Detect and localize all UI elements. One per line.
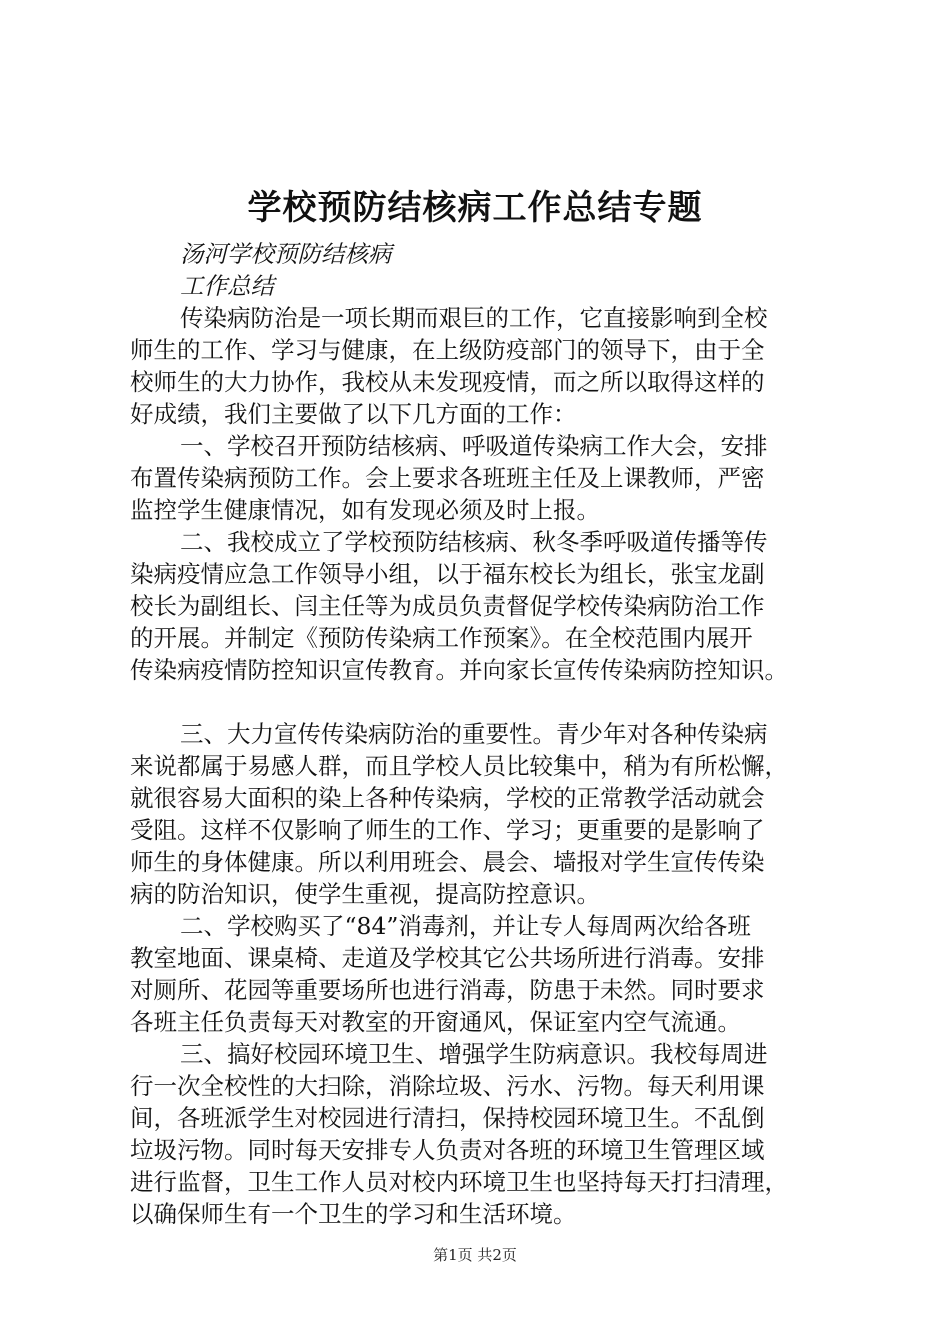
document-title: 学校预防结核病工作总结专题 <box>247 188 703 228</box>
paragraph-line: 各班主任负责每天对教室的开窗通风，保证室内空气流通。 <box>130 1008 741 1036</box>
subtitle-line-2: 工作总结 <box>180 272 274 300</box>
paragraph-line: 一、学校召开预防结核病、呼吸道传染病工作大会，安排 <box>180 432 768 460</box>
paragraph-line: 二、学校购买了“84”消毒剂，并让专人每周两次给各班 <box>180 912 751 940</box>
paragraph-line: 间，各班派学生对校园进行清扫，保持校园环境卫生。不乱倒 <box>130 1104 765 1132</box>
paragraph-line: 来说都属于易感人群，而且学校人员比较集中，稍为有所松懈， <box>130 752 788 780</box>
paragraph-line: 以确保师生有一个卫生的学习和生活环境。 <box>130 1200 577 1228</box>
paragraph-line: 病的防治知识，使学生重视，提高防控意识。 <box>130 880 600 908</box>
paragraph-line: 监控学生健康情况，如有发现必须及时上报。 <box>130 496 600 524</box>
page-footer: 第1页 共2页 <box>433 1246 517 1264</box>
paragraph-line: 校师生的大力协作，我校从未发现疫情，而之所以取得这样的 <box>130 368 765 396</box>
subtitle-line-1: 汤河学校预防结核病 <box>180 240 392 268</box>
paragraph-line: 师生的身体健康。所以利用班会、晨会、墙报对学生宣传传染 <box>130 848 765 876</box>
paragraph-line: 教室地面、课桌椅、走道及学校其它公共场所进行消毒。安排 <box>130 944 765 972</box>
paragraph-line: 染病疫情应急工作领导小组，以于福东校长为组长，张宝龙副 <box>130 560 765 588</box>
paragraph-line: 行一次全校性的大扫除，消除垃圾、污水、污物。每天利用课 <box>130 1072 765 1100</box>
paragraph-line: 师生的工作、学习与健康，在上级防疫部门的领导下，由于全 <box>130 336 765 364</box>
paragraph-line: 三、搞好校园环境卫生、增强学生防病意识。我校每周进 <box>180 1040 768 1068</box>
paragraph-line: 传染病防治是一项长期而艰巨的工作，它直接影响到全校 <box>180 304 768 332</box>
paragraph-line: 三、大力宣传传染病防治的重要性。青少年对各种传染病 <box>180 720 768 748</box>
paragraph-line: 的开展。并制定《预防传染病工作预案》。在全校范围内展开 <box>130 624 753 652</box>
paragraph-line: 校长为副组长、闫主任等为成员负责督促学校传染病防治工作 <box>130 592 765 620</box>
paragraph-line: 对厕所、花园等重要场所也进行消毒，防患于未然。同时要求 <box>130 976 765 1004</box>
paragraph-line: 就很容易大面积的染上各种传染病，学校的正常教学活动就会 <box>130 784 765 812</box>
paragraph-line: 二、我校成立了学校预防结核病、秋冬季呼吸道传播等传 <box>180 528 768 556</box>
paragraph-line: 进行监督，卫生工作人员对校内环境卫生也坚持每天打扫清理， <box>130 1168 788 1196</box>
paragraph-line: 传染病疫情防控知识宣传教育。并向家长宣传传染病防控知识。 <box>130 656 788 684</box>
paragraph-line: 垃圾污物。同时每天安排专人负责对各班的环境卫生管理区域 <box>130 1136 765 1164</box>
paragraph-line: 好成绩，我们主要做了以下几方面的工作： <box>130 400 577 428</box>
paragraph-line: 布置传染病预防工作。会上要求各班班主任及上课教师，严密 <box>130 464 765 492</box>
paragraph-line: 受阻。这样不仅影响了师生的工作、学习；更重要的是影响了 <box>130 816 765 844</box>
